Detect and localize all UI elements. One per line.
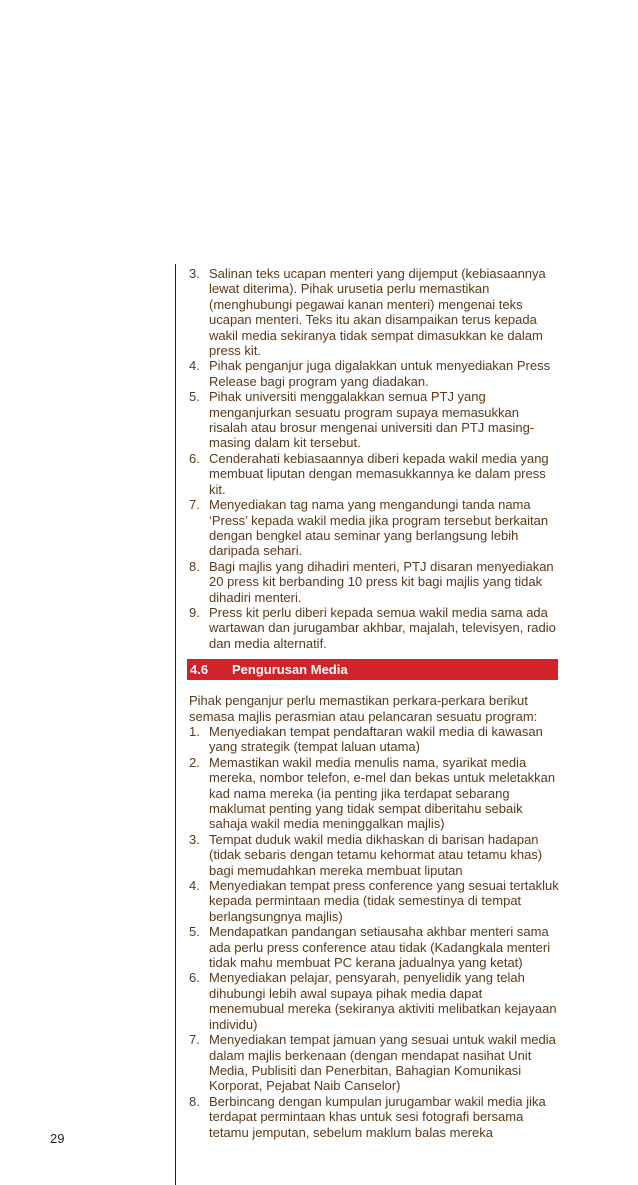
list-item [189,970,559,1032]
list-item-number: 7. [189,497,200,513]
list-item-text: Pihak universiti menggalakkan semua PTJ yang menganjurkan sesuatu program supaya memasukkan risalah atau brosur mengenai universiti dan PTJ masing-masing dalam kit tersebut. [209,389,535,451]
list-item-number: 3. [189,831,200,847]
list-item-number: 7. [189,1032,200,1048]
vertical-rule [175,264,176,1185]
list-item-number: 5. [189,389,200,405]
list-item-number: 3. [189,266,200,281]
list-item-text: Pihak penganjur juga digalakkan untuk menyediakan Press Release bagi program yang diadakan. [209,358,551,389]
list-item [189,832,559,878]
list-item-number: 6. [189,970,200,986]
list-item-number: 4. [189,878,200,894]
list-item-number: 4. [189,358,200,374]
list-item-text: Mendapatkan pandangan setiausaha akhbar menteri sama ada perlu press conference atau tidak (Kadangkala menteri tidak mahu membuat PC kerana jadualnya yang ketat) [209,924,551,971]
list-item [189,358,559,389]
list-item-number: 9. [189,604,200,620]
page-number: 29 [50,1131,65,1146]
list-item-text: Press kit perlu diberi kepada semua wakil media sama ada wartawan dan jurugambar akhbar, majalah, televisyen, radio dan media alternatif. [209,604,556,651]
section-number: 4.6 [190,661,209,677]
list-item [189,1032,559,1094]
list-item-text: Menyediakan tempat jamuan yang sesuai untuk wakil media dalam majlis berkenaan (dengan mendapat nasihat Unit Media, Publisiti dan Penerbitan, Bahagian Komunikasi Korporat, Pejabat Naib Canselor) [209,1032,556,1094]
list-item [189,1094,559,1140]
list-item [189,878,559,924]
list-item-text: Berbincang dengan kumpulan jurugambar wakil media jika terdapat permintaan khas untuk sesi fotografi bersama tetamu jemputan, sebelum maklum balas mereka [209,1093,546,1140]
list-item-number: 2. [189,754,200,770]
list-item-text: Menyediakan tag nama yang mengandungi tanda nama ‘Press’ kepada wakil media jika program tersebut berkaitan dengan bengkel atau seminar yang berlangsung lebih daripada sehari. [209,497,549,559]
list-item-text: Memastikan wakil media menulis nama, syarikat media mereka, nombor telefon, e-mel dan bekas untuk meletakkan kad nama mereka (ia penting jika terdapat sebarang maklumat penting yang tidak sempat diberitahu sebaik sahaja wakil media meninggalkan majlis) [209,754,556,832]
list-item-text: Menyediakan tempat pendaftaran wakil media di kawasan yang strategik (tempat laluan utama) [209,723,543,755]
list-media-management [189,724,559,1140]
page-content [189,266,559,1140]
intro-paragraph: Pihak penganjur perlu memastikan perkara-perkara berikut semasa majlis perasmian atau pelancaran sesuatu program: [189,693,538,724]
list-item-number: 8. [189,558,200,574]
section-title: Pengurusan Media [232,661,348,677]
list-item-number: 6. [189,450,200,466]
list-item-number: 1. [189,723,200,739]
list-item [189,724,559,755]
list-item [189,266,559,358]
list-press-kit [189,266,559,651]
list-item [189,559,559,605]
list-item-text: Tempat duduk wakil media dikhaskan di barisan hadapan (tidak sebaris dengan tetamu kehormat atau tetamu khas) bagi memudahkan mereka membuat liputan [209,831,543,878]
list-item-text: Cenderahati kebiasaannya diberi kepada wakil media yang membuat liputan dengan memasukkannya ke dalam press kit. [209,450,549,497]
list-item [189,924,559,970]
list-item-text: Menyediakan tempat press conference yang sesuai tertakluk kepada permintaan media (tidak semestinya di tempat berlangsungnya majlis) [209,878,559,924]
list-item-text: Bagi majlis yang dihadiri menteri, PTJ disaran menyediakan 20 press kit berbanding 10 press kit bagi majlis yang tidak dihadiri menteri. [209,558,554,605]
list-item [189,389,559,451]
list-item-number: 5. [189,924,200,940]
list-item [189,605,559,651]
list-item-text: Salinan teks ucapan menteri yang dijemput (kebiasaannya lewat diterima). Pihak urusetia perlu memastikan (menghubungi pegawai kanan menteri) mengenai teks ucapan menteri. Teks itu akan disampaikan terus kepada wakil media sekiranya tidak sempat dimasukkan ke dalam press kit. [209,266,546,359]
list-item [189,451,559,497]
list-item-number: 8. [189,1093,200,1109]
list-item-text: Menyediakan pelajar, pensyarah, penyelidik yang telah dihubungi lebih awal supaya pihak media dapat menemubual mereka (sekiranya aktiviti melibatkan kejayaan individu) [209,970,557,1032]
section-heading [187,659,558,680]
list-item [189,755,559,832]
list-item [189,497,559,559]
